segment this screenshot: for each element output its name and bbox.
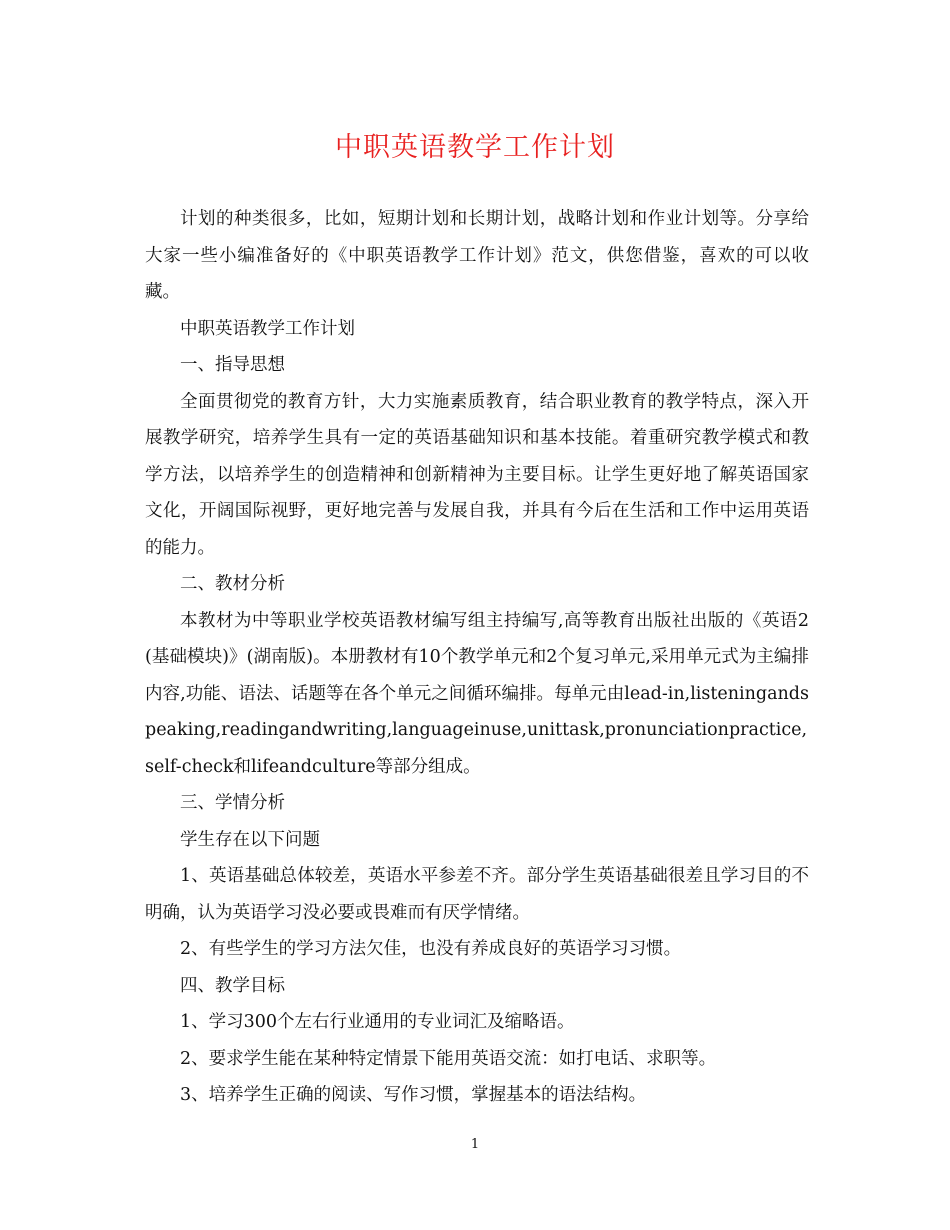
- section-heading-student-analysis: 三、学情分析: [180, 793, 285, 813]
- guiding-ideas-paragraph: 全面贯彻党的教育方针，大力实施素质教育，结合职业教育的教学特点，深入开展教学研究，培养学生具有一定的英语基础知识和基本技能。着重研究教学模式和教学方法，以培养学生的创造精神和创新精神为主要目标。让学生更好地了解英语国家文化，开阔国际视野，更好地完善与发展自我，并具有今后在生活和工作中运用英语的能力。: [145, 391, 809, 558]
- subtitle-paragraph: 中职英语教学工作计划: [180, 318, 355, 339]
- teaching-goal-item-2: 2、要求学生能在某种特定情景下能用英语交流：如打电话、求职等。: [180, 1048, 717, 1069]
- student-problem-item-1: 1、英语基础总体较差，英语水平参差不齐。部分学生英语基础很差且学习目的不明确，认为英语学习没必要或畏难而有厌学情绪。: [145, 866, 809, 923]
- document-title: 中职英语教学工作计划: [335, 132, 615, 163]
- intro-paragraph: 计划的种类很多，比如，短期计划和长期计划，战略计划和作业计划等。分享给大家一些小编准备好的《中职英语教学工作计划》范文，供您借鉴，喜欢的可以收藏。: [145, 209, 809, 302]
- teaching-goal-item-3: 3、培养学生正确的阅读、写作习惯，掌握基本的语法结构。: [180, 1085, 647, 1105]
- section-heading-textbook-analysis: 二、教材分析: [180, 574, 285, 594]
- student-problems-intro: 学生存在以下问题: [180, 829, 320, 850]
- textbook-analysis-paragraph: 本教材为中等职业学校英语教材编写组主持编写,高等教育出版社出版的《英语2(基础模块)》(湖南版)。本册教材有10个教学单元和2个复习单元,采用单元式为主编排内容,功能、语法、话题等在各个单元之间循环编排。每单元由lead-in,listeningandspeaking,readingandwriting,languageinuse,unittask,pronunciationpractice,self-check和lifeandculture等部分组成。: [145, 610, 809, 777]
- section-heading-teaching-goals: 四、教学目标: [180, 975, 285, 996]
- teaching-goal-item-1: 1、学习300个左右行业通用的专业词汇及缩略语。: [180, 1012, 575, 1032]
- student-problem-item-2: 2、有些学生的学习方法欠佳，也没有养成良好的英语学习习惯。: [180, 939, 682, 959]
- document-body: [145, 201, 809, 1114]
- section-heading-guiding-ideas: 一、指导思想: [180, 355, 285, 375]
- page-number: 1: [470, 1137, 480, 1152]
